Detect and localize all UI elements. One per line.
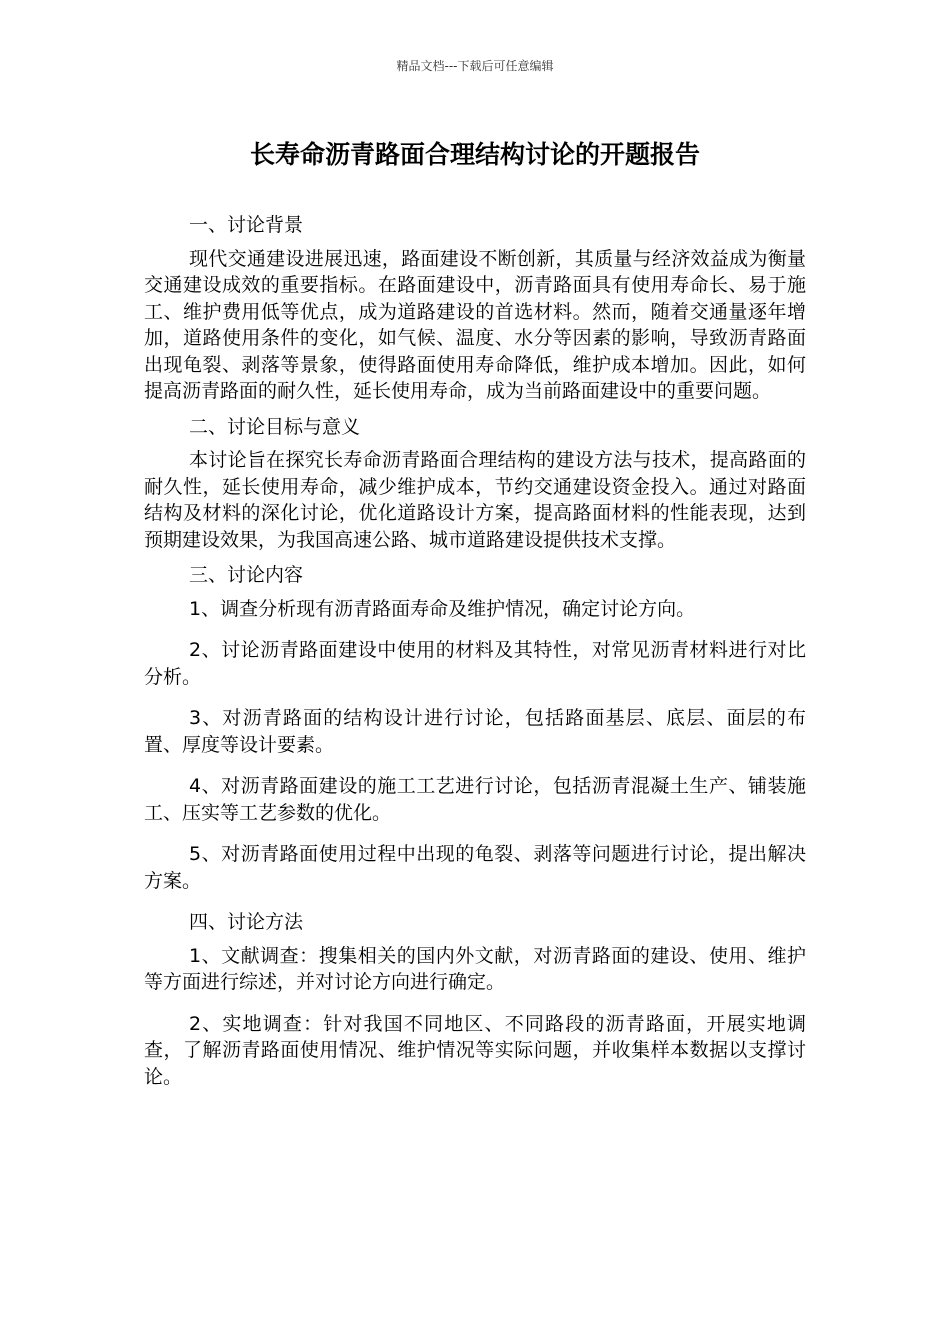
section-heading-methods: 四、讨论方法 bbox=[189, 911, 304, 933]
method-item-2: 2、实地调查：针对我国不同地区、不同路段的沥青路面，开展实地调查，了解沥青路面使用情况、维护情况等实际问题，并收集样本数据以支撑讨论。 bbox=[144, 1012, 806, 1088]
section-heading-background: 一、讨论背景 bbox=[189, 214, 304, 236]
content-item-1: 1、调查分析现有沥青路面寿命及维护情况，确定讨论方向。 bbox=[189, 597, 696, 620]
document-title: 长寿命沥青路面合理结构讨论的开题报告 bbox=[249, 140, 700, 169]
method-item-1: 1、文献调查：搜集相关的国内外文献，对沥青路面的建设、使用、维护等方面进行综述，并对讨论方向进行确定。 bbox=[144, 944, 806, 993]
section-heading-goals: 二、讨论目标与意义 bbox=[189, 415, 361, 438]
document-body bbox=[144, 212, 806, 1105]
content-item-4: 4、对沥青路面建设的施工工艺进行讨论，包括沥青混凝土生产、铺装施工、压实等工艺参数的优化。 bbox=[144, 775, 806, 824]
section-heading-content: 三、讨论内容 bbox=[189, 564, 304, 586]
content-item-3: 3、对沥青路面的结构设计进行讨论，包括路面基层、底层、面层的布置、厚度等设计要素。 bbox=[144, 707, 806, 756]
content-item-5: 5、对沥青路面使用过程中出现的龟裂、剥落等问题进行讨论，提出解决方案。 bbox=[144, 843, 806, 892]
content-item-2: 2、讨论沥青路面建设中使用的材料及其特性，对常见沥青材料进行对比分析。 bbox=[144, 639, 806, 688]
background-paragraph: 现代交通建设进展迅速，路面建设不断创新，其质量与经济效益成为衡量交通建设成效的重要指标。在路面建设中，沥青路面具有使用寿命长、易于施工、维护费用低等优点，成为道路建设的首选材料。然而，随着交通量逐年增加，道路使用条件的变化，如气候、温度、水分等因素的影响，导致沥青路面出现龟裂、剥落等景象，使得路面使用寿命降低，维护成本增加。因此，如何提高沥青路面的耐久性，延长使用寿命，成为当前路面建设中的重要问题。 bbox=[144, 247, 806, 402]
header-note: 精品文档---下载后可任意编辑 bbox=[396, 59, 554, 73]
goals-paragraph: 本讨论旨在探究长寿命沥青路面合理结构的建设方法与技术，提高路面的耐久性，延长使用寿命，减少维护成本，节约交通建设资金投入。通过对路面结构及材料的深化讨论，优化道路设计方案，提高路面材料的性能表现，达到预期建设效果，为我国高速公路、城市道路建设提供技术支撑。 bbox=[144, 449, 806, 551]
